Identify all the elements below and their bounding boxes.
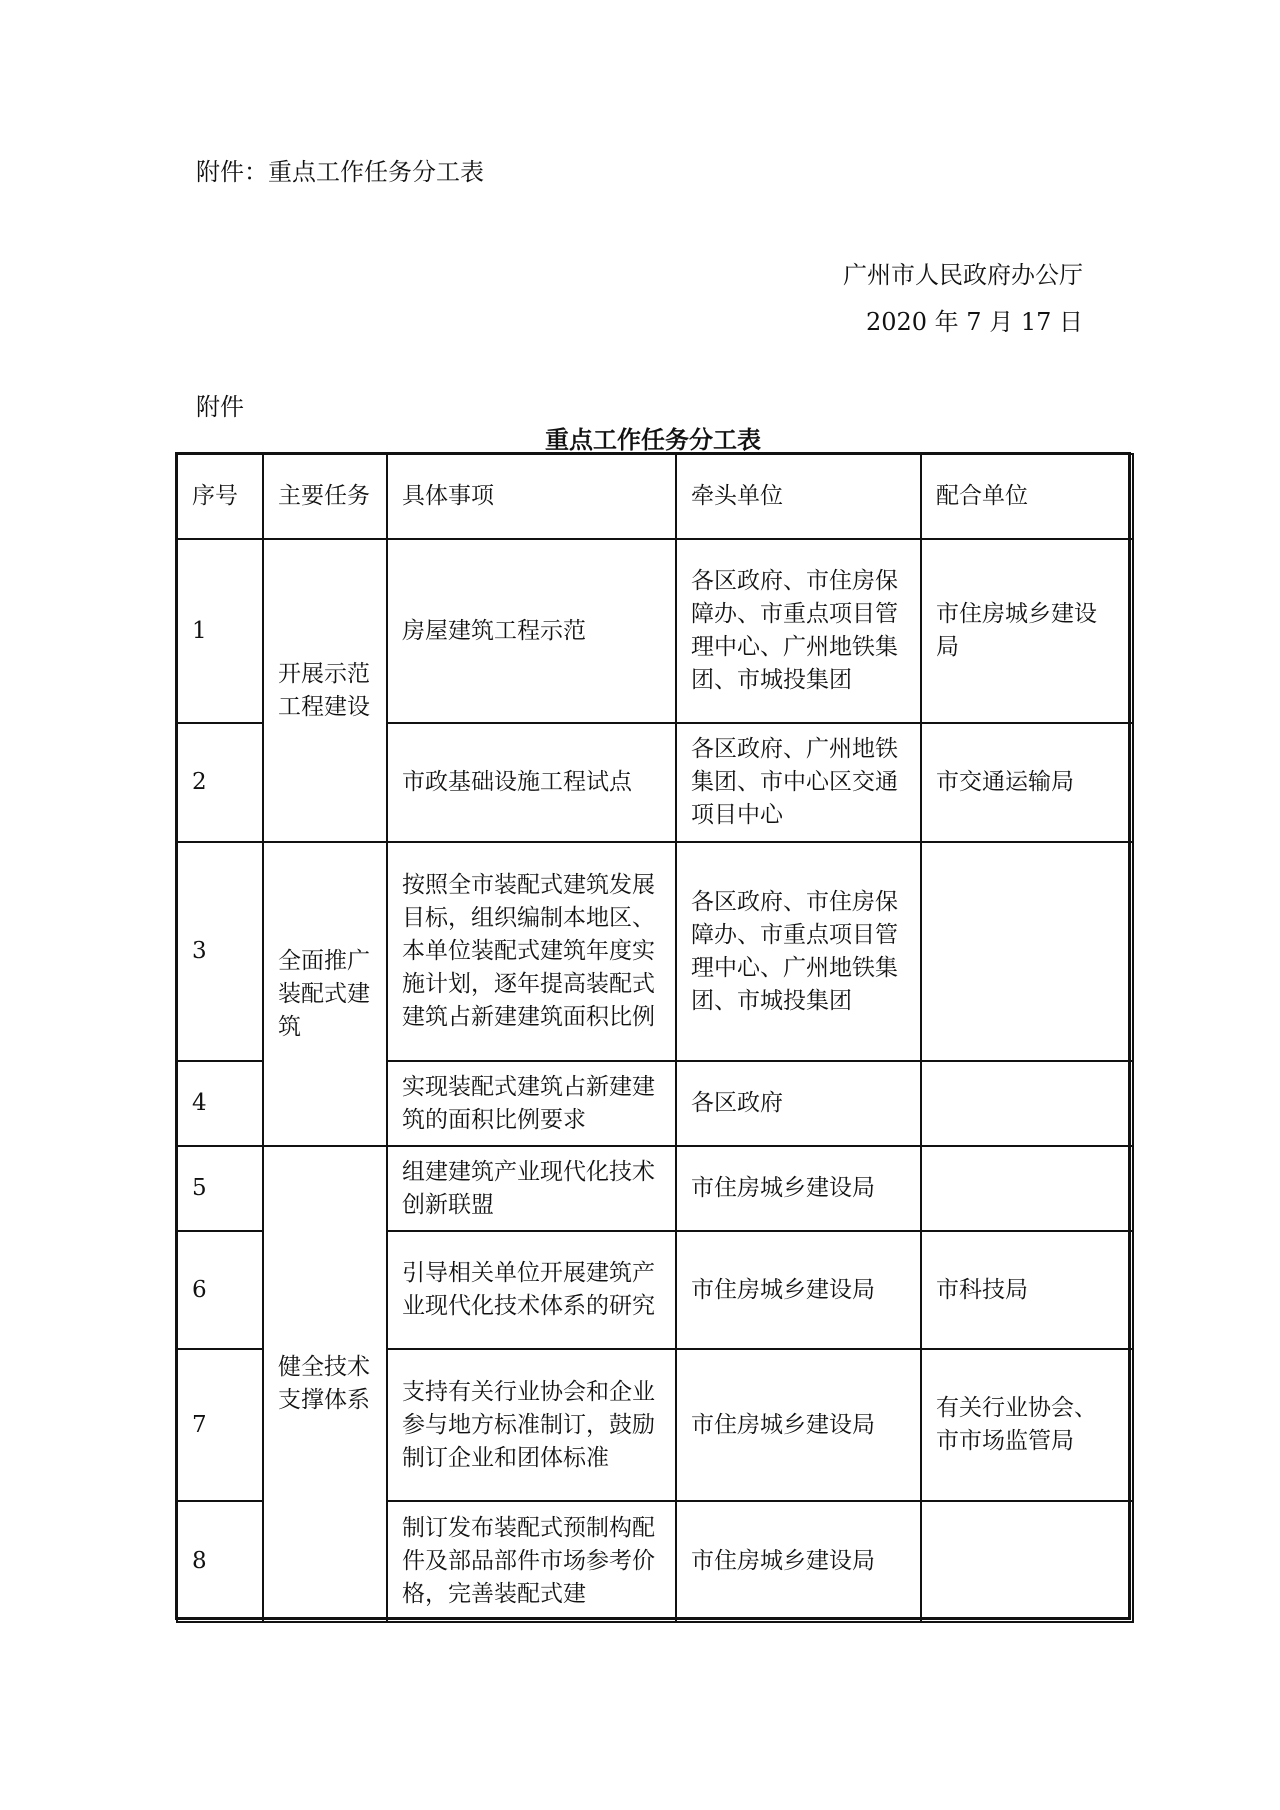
task-table: [176, 453, 1134, 1623]
group-cell: 全面推广装配式建筑: [263, 842, 387, 1146]
item-cell: 引导相关单位开展建筑产业现代化技术体系的研究: [387, 1231, 676, 1349]
table-row: [177, 1146, 1133, 1231]
row-number: 3: [177, 842, 263, 1061]
coop-cell: [921, 1501, 1133, 1622]
attachment-line: 附件：重点工作任务分工表: [196, 158, 484, 186]
lead-cell: 市住房城乡建设局: [676, 1231, 921, 1349]
coop-cell: [921, 842, 1133, 1061]
item-cell: 市政基础设施工程试点: [387, 723, 676, 842]
item-cell: 制订发布装配式预制构配件及部品部件市场参考价格，完善装配式建: [387, 1501, 676, 1622]
row-number: 2: [177, 723, 263, 842]
coop-cell: 市住房城乡建设局: [921, 539, 1133, 723]
table-row: [177, 842, 1133, 1061]
issuer-name: 广州市人民政府办公厅: [843, 261, 1083, 289]
lead-cell: 各区政府、市住房保障办、市重点项目管理中心、广州地铁集团、市城投集团: [676, 842, 921, 1061]
col-header-coop: 配合单位: [921, 454, 1133, 539]
lead-cell: 各区政府: [676, 1061, 921, 1146]
row-number: 8: [177, 1501, 263, 1622]
coop-cell: [921, 1061, 1133, 1146]
item-cell: 房屋建筑工程示范: [387, 539, 676, 723]
group-cell: 健全技术支撑体系: [263, 1146, 387, 1622]
coop-cell: [921, 1146, 1133, 1231]
lead-cell: 市住房城乡建设局: [676, 1146, 921, 1231]
lead-cell: 市住房城乡建设局: [676, 1501, 921, 1622]
row-number: 6: [177, 1231, 263, 1349]
col-header-no: 序号: [177, 454, 263, 539]
item-cell: 实现装配式建筑占新建建筑的面积比例要求: [387, 1061, 676, 1146]
table-title: 重点工作任务分工表: [545, 425, 761, 454]
table-header-row: [177, 454, 1133, 539]
attachment-label: 附件: [196, 393, 244, 421]
row-number: 1: [177, 539, 263, 723]
col-header-lead: 牵头单位: [676, 454, 921, 539]
lead-cell: 各区政府、市住房保障办、市重点项目管理中心、广州地铁集团、市城投集团: [676, 539, 921, 723]
item-cell: 支持有关行业协会和企业参与地方标准制订，鼓励制订企业和团体标准: [387, 1349, 676, 1501]
col-header-item: 具体事项: [387, 454, 676, 539]
item-cell: 组建建筑产业现代化技术创新联盟: [387, 1146, 676, 1231]
row-number: 4: [177, 1061, 263, 1146]
row-number: 7: [177, 1349, 263, 1501]
item-cell: 按照全市装配式建筑发展目标，组织编制本地区、本单位装配式建筑年度实施计划，逐年提高装配式建筑占新建建筑面积比例: [387, 842, 676, 1061]
col-header-task: 主要任务: [263, 454, 387, 539]
lead-cell: 市住房城乡建设局: [676, 1349, 921, 1501]
issue-date: 2020 年 7 月 17 日: [865, 308, 1083, 336]
row-number: 5: [177, 1146, 263, 1231]
coop-cell: 有关行业协会、市市场监管局: [921, 1349, 1133, 1501]
coop-cell: 市交通运输局: [921, 723, 1133, 842]
coop-cell: 市科技局: [921, 1231, 1133, 1349]
table-row: [177, 539, 1133, 723]
lead-cell: 各区政府、广州地铁集团、市中心区交通项目中心: [676, 723, 921, 842]
group-cell: 开展示范工程建设: [263, 539, 387, 842]
